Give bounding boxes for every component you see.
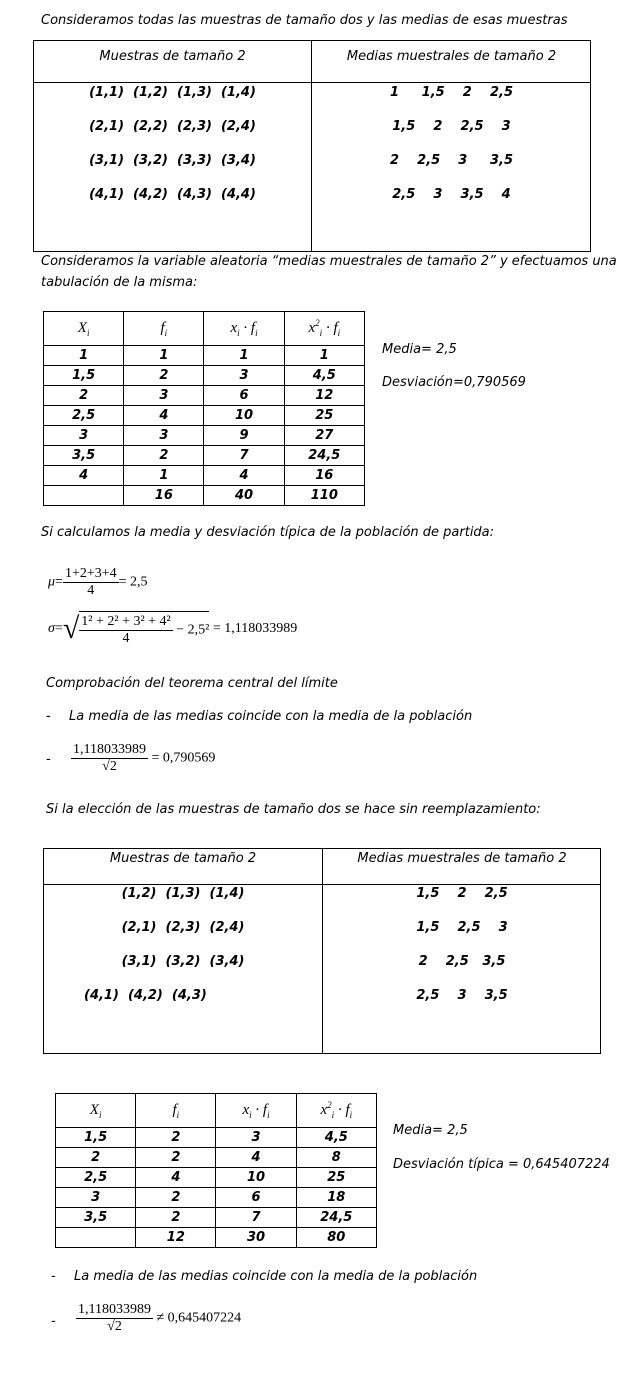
deviation-value: Desviación típica = 0,645407224	[393, 1157, 610, 1172]
table-row: 2,5 4 10 25	[56, 1168, 377, 1188]
samples-table-with-replacement	[33, 40, 591, 252]
means-row: 2 2,5 3 3,5	[390, 153, 513, 168]
col-header-xifi: $x_i \cdot f_i$	[204, 312, 284, 346]
header-samples: Muestras de tamaño 2	[109, 851, 257, 866]
means-row: 2 2,5 3,5	[418, 954, 506, 969]
table-row: 3,5 2 7 24,5	[56, 1208, 377, 1228]
col-header-fi: $f_i$	[136, 1094, 216, 1128]
bullet-text: La media de las medias coincide con la media de la población	[69, 709, 473, 724]
bullet-dash: -	[51, 1269, 56, 1284]
sample-row: (4,1) (4,2) (4,3)	[84, 988, 207, 1003]
sample-row: (1,1) (1,2) (1,3) (1,4)	[89, 85, 256, 100]
totals-row: 12 30 80	[56, 1228, 377, 1248]
table-row: 3 2 6 18	[56, 1188, 377, 1208]
fraction-formula-1: $\frac{1,118033989}{√2}$ = 0,790569	[73, 742, 216, 774]
means-row: 1,5 2,5 3	[416, 920, 508, 935]
bullet-dash: -	[46, 709, 51, 724]
sample-row: (3,1) (3,2) (3,3) (3,4)	[89, 153, 256, 168]
intro-text: Consideramos todas las muestras de tamaño dos y las medias de esas muestras	[41, 13, 568, 28]
paragraph-line: Consideramos la variable aleatoria “medias muestrales de tamaño 2” y efectuamos una	[41, 254, 617, 269]
sample-row: (3,1) (3,2) (3,4)	[121, 954, 245, 969]
table-row: 2,5 4 10 25	[44, 406, 365, 426]
sample-row: (2,1) (2,3) (2,4)	[121, 920, 245, 935]
table-row: 3 3 9 27	[44, 426, 365, 446]
deviation-value: Desviación=0,790569	[382, 375, 526, 390]
comprobacion-heading: Comprobación del teorema central del límite	[46, 676, 338, 691]
table-row: 1,5 2 3 4,5	[44, 366, 365, 386]
table-row: 2 2 4 8	[56, 1148, 377, 1168]
bullet-dash: -	[51, 1314, 56, 1329]
table-row: 4 1 4 16	[44, 466, 365, 486]
fraction-formula-2: $\frac{1,118033989}{√2}$ ≠ 0,645407224	[78, 1302, 242, 1334]
table-row: 3,5 2 7 24,5	[44, 446, 365, 466]
means-row: 1 1,5 2 2,5	[390, 85, 513, 100]
means-row: 2,5 3 3,5 4	[392, 187, 511, 202]
samples-table-without-replacement	[43, 848, 601, 1054]
bullet-dash: -	[46, 752, 51, 767]
mu-formula: μ= $\frac{1+2+3+4}{4}$ = 2,5	[48, 566, 148, 598]
col-header-xi: $X_i$	[44, 312, 124, 346]
table-row: 2 3 6 12	[44, 386, 365, 406]
paragraph-line: Si calculamos la media y desviación típica de la población de partida:	[41, 525, 495, 540]
paragraph-line: Si la elección de las muestras de tamaño dos se hace sin reemplazamiento:	[46, 802, 541, 817]
col-header-xi2fi: $x^2_i \cdot f_i$	[296, 1094, 376, 1128]
media-value: Media= 2,5	[393, 1123, 468, 1138]
col-header-xi: $X_i$	[56, 1094, 136, 1128]
media-value: Media= 2,5	[382, 342, 457, 357]
means-row: 1,5 2 2,5	[416, 886, 508, 901]
frequency-table-1	[43, 311, 365, 506]
means-row: 2,5 3 3,5	[416, 988, 508, 1003]
col-header-xi2fi: $x^2_i \cdot f_i$	[284, 312, 364, 346]
header-means: Medias muestrales de tamaño 2	[346, 49, 557, 64]
header-samples: Muestras de tamaño 2	[99, 49, 246, 64]
sample-row: (4,1) (4,2) (4,3) (4,4)	[89, 187, 256, 202]
sample-row: (2,1) (2,2) (2,3) (2,4)	[89, 119, 256, 134]
means-row: 1,5 2 2,5 3	[392, 119, 511, 134]
table-row: 1 1 1 1	[44, 346, 365, 366]
bullet-text: La media de las medias coincide con la media de la población	[74, 1269, 478, 1284]
totals-row: 16 40 110	[44, 486, 365, 506]
paragraph-line: tabulación de la misma:	[41, 275, 198, 290]
sigma-formula: σ=√ $\frac{\text{1² + 2² + 3² + 4²}}{4}$ − 2,5² = 1,118033989	[48, 612, 298, 646]
table-row: 1,5 2 3 4,5	[56, 1128, 377, 1148]
col-header-fi: $f_i$	[124, 312, 204, 346]
frequency-table-2	[55, 1093, 377, 1248]
col-header-xifi: $x_i \cdot f_i$	[216, 1094, 296, 1128]
sample-row: (1,2) (1,3) (1,4)	[121, 886, 245, 901]
header-means: Medias muestrales de tamaño 2	[357, 851, 567, 866]
